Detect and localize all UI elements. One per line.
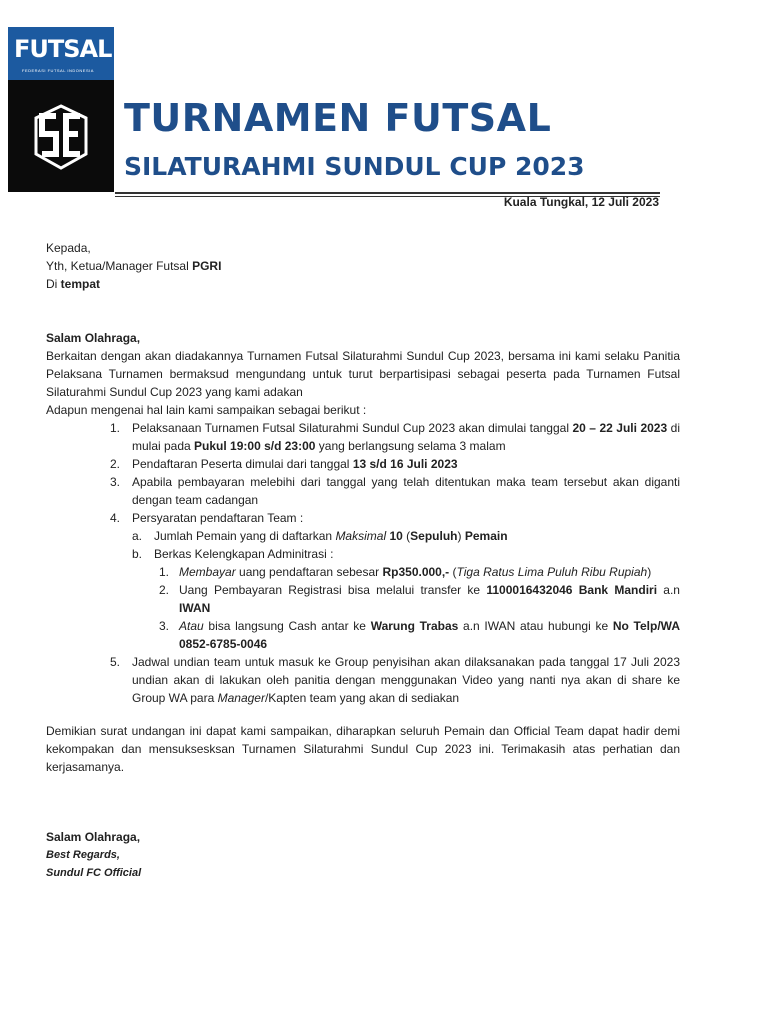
- text-segment: /Kapten team yang akan di sediakan: [264, 691, 460, 705]
- text-segment: Pemain: [464, 529, 508, 543]
- greeting: Salam Olahraga,: [46, 331, 141, 345]
- text-segment: Tiga Ratus Lima Puluh Ribu Rupiah: [456, 565, 648, 579]
- text-segment: Sepuluh: [410, 529, 458, 543]
- text-segment: Warung Trabas: [370, 619, 459, 633]
- text-segment: 10: [389, 529, 403, 543]
- text-segment: Pukul 19:00 s/d 23:00: [194, 439, 316, 453]
- text-segment: IWAN: [179, 601, 211, 615]
- list-number: a.: [132, 529, 143, 543]
- page-subtitle: SILATURAHMI SUNDUL CUP 2023: [124, 152, 585, 181]
- text-segment: Rp350.000,-: [382, 565, 450, 579]
- text-segment: Atau: [179, 619, 204, 633]
- text-segment: Berkas Kelengkapan Adminitrasi :: [154, 547, 334, 561]
- text-segment: ): [457, 529, 465, 543]
- text-segment: ): [647, 565, 652, 579]
- sub-sub-list-item: [159, 617, 680, 653]
- text-segment: (: [449, 565, 457, 579]
- signature-regards: Best Regards,: [46, 849, 120, 861]
- list-number: 3.: [110, 475, 121, 489]
- text-segment: Jumlah Pemain yang di daftarkan: [154, 529, 336, 543]
- numbered-list: [46, 419, 680, 707]
- text-segment: yang berlangsung selama 3 malam: [315, 439, 506, 453]
- text-segment: Manager: [217, 691, 265, 705]
- sub-list: [110, 527, 680, 653]
- closing-paragraph: [46, 722, 680, 776]
- intro-paragraph: [46, 347, 680, 401]
- text-segment: Pendaftaran Peserta dimulai dari tanggal: [132, 457, 353, 471]
- list-item: [110, 653, 680, 707]
- sub-sub-list: [132, 563, 680, 653]
- text-segment: bisa langsung Cash antar ke: [203, 619, 371, 633]
- text-segment: No Telp/WA 0852-6785-0046: [179, 619, 681, 651]
- address-line: [46, 275, 680, 293]
- text-segment: 13 s/d 16 Juli 2023: [352, 457, 458, 471]
- text-segment: Di: [46, 277, 61, 291]
- text-segment: Demikian surat undangan ini dapat kami sampaikan, diharapkan seluruh Pemain dan Official Team dapat hadir demi kekompakan dan mensuksesksan Turnamen Silaturahmi Sundul Cup 2023 ini. Terimakasih atas perhatian dan kerjasamanya.: [46, 724, 680, 774]
- text-segment: (: [402, 529, 411, 543]
- text-segment: Apabila pembayaran melebihi dari tanggal yang telah ditentukan maka team tersebut akan diganti dengan team cadangan: [132, 475, 680, 507]
- text-segment: Kepada,: [46, 241, 91, 255]
- text-segment: Yth, Ketua/Manager Futsal: [46, 259, 193, 273]
- text-segment: Pelaksanaan Turnamen Futsal Silaturahmi Sundul Cup 2023 akan dimulai tanggal: [132, 421, 573, 435]
- list-number: 5.: [110, 655, 121, 669]
- text-segment: a.n IWAN atau hubungi ke: [458, 619, 613, 633]
- recipient-address: [46, 239, 680, 293]
- text-segment: 1100016432046 Bank Mandiri: [486, 583, 658, 597]
- list-number: 4.: [110, 511, 121, 525]
- address-line: [46, 239, 680, 257]
- list-item: [110, 473, 680, 509]
- intro-list-lead: Adapun mengenai hal lain kami sampaikan sebagai berikut :: [46, 403, 367, 417]
- text-segment: 20 – 22 Juli 2023: [572, 421, 668, 435]
- text-segment: Membayar: [179, 565, 236, 579]
- sfc-emblem-icon: [8, 80, 114, 192]
- sub-list-item: [132, 527, 680, 545]
- list-number: b.: [132, 547, 143, 561]
- text-segment: Jadwal undian team untuk masuk ke Group penyisihan akan dilaksanakan pada tanggal 17 Juli 2023 undian akan di lakukan oleh panitia dengan menggunakan Video yang nanti nya akan di share ke Group WA para: [132, 655, 680, 705]
- list-item: [110, 509, 680, 527]
- list-number: 2.: [159, 583, 170, 597]
- list-number: 2.: [110, 457, 121, 471]
- text-segment: tempat: [60, 277, 101, 291]
- sundul-fc-logo: [8, 80, 114, 192]
- list-item: [110, 455, 680, 473]
- letter-date: Kuala Tungkal, 12 Juli 2023: [503, 195, 659, 209]
- logo-text: FUTSAL: [14, 35, 112, 63]
- list-item: [110, 419, 680, 455]
- signature-greeting: Salam Olahraga,: [46, 830, 141, 844]
- sub-list-item: [132, 545, 680, 563]
- list-number: 3.: [159, 619, 170, 633]
- sub-sub-list-item: [159, 581, 680, 617]
- text-segment: a.n: [657, 583, 680, 597]
- futsal-federation-logo: [8, 27, 114, 80]
- page-title: TURNAMEN FUTSAL: [124, 96, 552, 140]
- list-number: 1.: [159, 565, 170, 579]
- list-number: 1.: [110, 421, 121, 435]
- text-segment: uang pendaftaran sebesar: [235, 565, 383, 579]
- text-segment: di mulai pada: [132, 421, 680, 453]
- signature: [46, 828, 680, 882]
- text-segment: PGRI: [192, 259, 222, 273]
- text-segment: Berkaitan dengan akan diadakannya Turnamen Futsal Silaturahmi Sundul Cup 2023, bersama ini kami selaku Panitia Pelaksana Turnamen bermaksud mengundang untuk turut berpartisipasi sebagai peserta pada Turnamen Futsal Silaturahmi Sundul Cup 2023 yang kami adakan: [46, 349, 680, 399]
- logo-subtext: FEDERASI FUTSAL INDONESIA: [22, 68, 94, 73]
- text-segment: Persyaratan pendaftaran Team :: [132, 511, 304, 525]
- text-segment: Uang Pembayaran Registrasi bisa melalui transfer ke: [179, 583, 487, 597]
- address-line: [46, 257, 680, 275]
- letter-body: [46, 329, 680, 707]
- sub-sub-list-item: [159, 563, 680, 581]
- signature-sender: Sundul FC Official: [46, 867, 142, 879]
- text-segment: Maksimal: [335, 529, 387, 543]
